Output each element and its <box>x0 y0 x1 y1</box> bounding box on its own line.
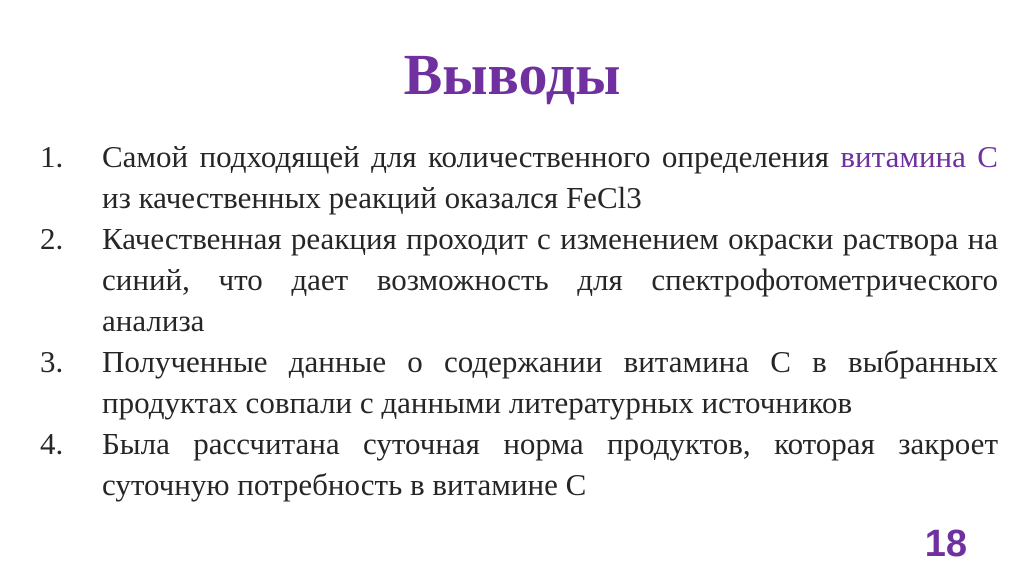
list-item <box>40 136 998 218</box>
list-item-text: Была рассчитана суточная норма продуктов, которая закроет суточную потребность в витамине С <box>102 426 998 502</box>
list-item-text: Полученные данные о содержании витамина С в выбранных продуктах совпали с данными литературных источников <box>102 344 998 420</box>
list-item-text <box>102 139 998 215</box>
list-item-text: Качественная реакция проходит с изменением окраски раствора на синий, что дает возможность для спектрофотометрического анализа <box>102 221 998 338</box>
list-item-number: 1. <box>40 139 64 174</box>
conclusions-list <box>40 136 998 505</box>
list-item-number: 2. <box>40 221 64 256</box>
slide-title: Выводы <box>403 42 621 107</box>
list-item-text-start: Самой подходящей для количественного определения <box>102 139 841 174</box>
highlighted-term: витамина С <box>840 139 998 174</box>
list-item-text-end: из качественных реакций оказался FeCl3 <box>102 180 642 215</box>
page-number: 18 <box>924 523 967 565</box>
list-item <box>40 218 998 341</box>
list-item-number: 4. <box>40 426 64 461</box>
list-item <box>40 423 998 505</box>
list-item <box>40 341 998 423</box>
list-item-number: 3. <box>40 344 64 379</box>
